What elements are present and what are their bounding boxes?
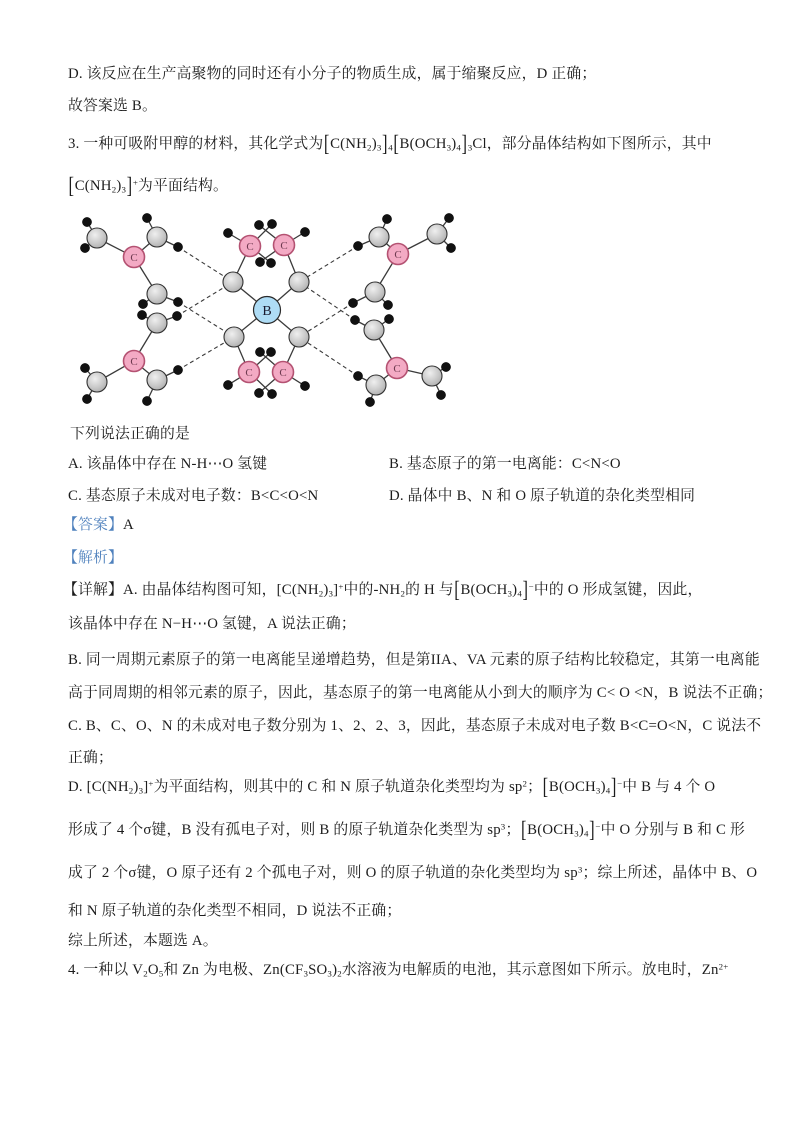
svg-text:C: C: [280, 240, 288, 252]
option-c: C. 基态原子未成对电子数：B<C<O<N: [68, 488, 319, 504]
question-4-intro: 4. 一种以 $V_2O_5$和 Zn 为电极、$Zn(CF_3SO_3)_2$水溶液为电解质的电池，其示意图如下所示。放电时，$Zn^{2+}$: [68, 961, 729, 979]
prev-question-option-d: D. 该反应在生产高聚物的同时还有小分子的物质生成，属于缩聚反应，D 正确；: [68, 66, 597, 82]
option-b: B. 基态原子的第一电离能：C<N<O: [389, 456, 621, 472]
detail-line-11: 综上所述，本题选 A。: [68, 933, 218, 949]
detail-line-3: B. 同一周期元素原子的第一电离能呈递增趋势，但是第IIA、VA 元素的原子结构比较稳定，其第一电离能: [68, 652, 760, 668]
detail-line-8: 形成了 4 个σ键，B 没有孤电子对，则 B 的原子轨道杂化类型为 $sp^3$；$[B(OCH_3)_4]^-$中 O 分别与 B 和 C 形: [68, 816, 745, 843]
svg-text:B: B: [262, 304, 272, 319]
answer-label: 【答案】: [63, 517, 123, 533]
svg-text:C: C: [394, 249, 402, 261]
svg-text:C: C: [130, 252, 138, 264]
detail-line-10: 和 N 原子轨道的杂化类型不相同，D 说法不正确；: [68, 903, 402, 919]
detail-line-4: 高于同周期的相邻元素的原子，因此，基态原子的第一电离能从小到大的顺序为 C< O <N，B 说法不正确；: [68, 685, 773, 701]
question-3-intro: 3. 一种可吸附甲醇的材料，其化学式为$[C(NH_2)_3]_4[B(OCH_3)_4]_3Cl$，部分晶体结构如下图所示，其中: [68, 130, 712, 157]
svg-text:C: C: [245, 367, 253, 379]
option-a: A. 该晶体中存在 N-H⋯O 氢键: [68, 456, 268, 472]
detail-line-7: D. $[C(NH_2)_3]^+$为平面结构，则其中的 C 和 N 原子轨道杂化类型均为 $sp^2$；$[B(OCH_3)_4]^-$中 B 与 4 个 O: [68, 773, 716, 800]
svg-text:C: C: [279, 367, 287, 379]
crystal-structure-diagram: [60, 205, 480, 420]
detail-line-9: 成了 2 个σ键，O 原子还有 2 个孤电子对，则 O 的原子轨道的杂化类型均为 $sp^3$；综上所述，晶体中 B、O: [68, 864, 758, 881]
question-3-stem: 下列说法正确的是: [70, 426, 190, 442]
option-d: D. 晶体中 B、N 和 O 原子轨道的杂化类型相同: [389, 488, 696, 504]
question-3-intro-2: $[C(NH_2)_3]^+$为平面结构。: [68, 172, 229, 199]
detail-line-2: 该晶体中存在 N−H⋯O 氢键，A 说法正确；: [68, 616, 356, 632]
detail-line-5: C. B、C、O、N 的未成对电子数分别为 1、2、2、3，因此，基态原子未成对电子数 B<C=O<N，C 说法不: [68, 718, 762, 734]
svg-text:C: C: [246, 241, 254, 253]
analysis-label: 【解析】: [63, 550, 123, 566]
answer-value: A: [123, 517, 134, 533]
detail-line-6: 正确；: [68, 750, 113, 766]
svg-text:C: C: [393, 363, 401, 375]
svg-text:C: C: [130, 356, 138, 368]
detail-line-1: 【详解】A. 由晶体结构图可知，$[C(NH_2)_3]^+$中的$-NH_2$的 H 与$[B(OCH_3)_4]^-$中的 O 形成氢键，因此，: [63, 576, 703, 603]
prev-question-answer: 故答案选 B。: [68, 98, 157, 114]
answer-line: [63, 515, 134, 536]
